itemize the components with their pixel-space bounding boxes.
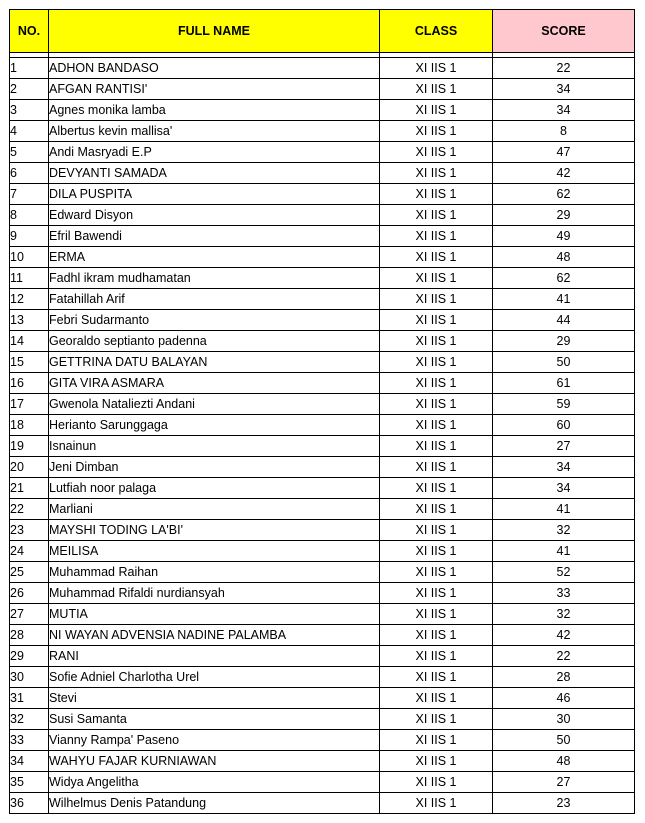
cell-class: XI IIS 1 <box>380 79 493 100</box>
table-row <box>10 142 635 163</box>
cell-full-name: RANI <box>49 646 380 667</box>
cell-class: XI IIS 1 <box>380 709 493 730</box>
cell-full-name: Muhammad Rifaldi nurdiansyah <box>49 583 380 604</box>
cell-class: XI IIS 1 <box>380 247 493 268</box>
cell-score: 48 <box>493 247 635 268</box>
cell-no: 10 <box>10 247 49 268</box>
cell-score: 34 <box>493 478 635 499</box>
cell-score: 27 <box>493 772 635 793</box>
table-row <box>10 163 635 184</box>
cell-no: 28 <box>10 625 49 646</box>
cell-score: 34 <box>493 79 635 100</box>
cell-full-name: Herianto Sarunggaga <box>49 415 380 436</box>
cell-no: 29 <box>10 646 49 667</box>
header-class: CLASS <box>380 10 493 53</box>
table-row <box>10 100 635 121</box>
cell-class: XI IIS 1 <box>380 520 493 541</box>
cell-class: XI IIS 1 <box>380 226 493 247</box>
cell-class: XI IIS 1 <box>380 625 493 646</box>
cell-full-name: GETTRINA DATU BALAYAN <box>49 352 380 373</box>
cell-no: 31 <box>10 688 49 709</box>
cell-no: 3 <box>10 100 49 121</box>
cell-class: XI IIS 1 <box>380 478 493 499</box>
table-row <box>10 268 635 289</box>
header-score: SCORE <box>493 10 635 53</box>
table-row <box>10 184 635 205</box>
cell-no: 24 <box>10 541 49 562</box>
cell-class: XI IIS 1 <box>380 289 493 310</box>
cell-no: 11 <box>10 268 49 289</box>
cell-full-name: ADHON BANDASO <box>49 58 380 79</box>
cell-score: 59 <box>493 394 635 415</box>
cell-full-name: Marliani <box>49 499 380 520</box>
cell-full-name: ERMA <box>49 247 380 268</box>
table-row <box>10 499 635 520</box>
cell-score: 42 <box>493 163 635 184</box>
table-row <box>10 310 635 331</box>
cell-score: 29 <box>493 205 635 226</box>
cell-no: 7 <box>10 184 49 205</box>
cell-no: 20 <box>10 457 49 478</box>
cell-full-name: Isnainun <box>49 436 380 457</box>
cell-score: 61 <box>493 373 635 394</box>
table-row <box>10 478 635 499</box>
cell-class: XI IIS 1 <box>380 394 493 415</box>
table-row <box>10 772 635 793</box>
table-row <box>10 625 635 646</box>
cell-no: 8 <box>10 205 49 226</box>
cell-full-name: DEVYANTI SAMADA <box>49 163 380 184</box>
cell-full-name: WAHYU FAJAR KURNIAWAN <box>49 751 380 772</box>
cell-full-name: Fatahillah Arif <box>49 289 380 310</box>
cell-no: 33 <box>10 730 49 751</box>
table-row <box>10 751 635 772</box>
cell-full-name: Lutfiah noor palaga <box>49 478 380 499</box>
header-row <box>10 10 635 53</box>
cell-full-name: MAYSHI TODING LA'BI' <box>49 520 380 541</box>
cell-no: 32 <box>10 709 49 730</box>
table-row <box>10 58 635 79</box>
cell-no: 9 <box>10 226 49 247</box>
cell-class: XI IIS 1 <box>380 415 493 436</box>
cell-no: 34 <box>10 751 49 772</box>
cell-score: 23 <box>493 793 635 814</box>
cell-score: 46 <box>493 688 635 709</box>
cell-score: 41 <box>493 541 635 562</box>
cell-score: 30 <box>493 709 635 730</box>
cell-no: 14 <box>10 331 49 352</box>
cell-no: 22 <box>10 499 49 520</box>
cell-full-name: Andi Masryadi E.P <box>49 142 380 163</box>
cell-no: 5 <box>10 142 49 163</box>
cell-score: 41 <box>493 289 635 310</box>
cell-no: 18 <box>10 415 49 436</box>
table-row <box>10 247 635 268</box>
header-no: NO. <box>10 10 49 53</box>
cell-class: XI IIS 1 <box>380 268 493 289</box>
table-row <box>10 646 635 667</box>
cell-score: 22 <box>493 646 635 667</box>
table-row <box>10 688 635 709</box>
cell-no: 26 <box>10 583 49 604</box>
table-row <box>10 205 635 226</box>
cell-full-name: Sofie Adniel Charlotha Urel <box>49 667 380 688</box>
cell-full-name: AFGAN RANTISI' <box>49 79 380 100</box>
cell-score: 27 <box>493 436 635 457</box>
cell-no: 30 <box>10 667 49 688</box>
cell-score: 52 <box>493 562 635 583</box>
cell-no: 1 <box>10 58 49 79</box>
cell-score: 34 <box>493 457 635 478</box>
table-body <box>10 53 635 814</box>
cell-class: XI IIS 1 <box>380 457 493 478</box>
cell-no: 17 <box>10 394 49 415</box>
cell-no: 36 <box>10 793 49 814</box>
cell-class: XI IIS 1 <box>380 331 493 352</box>
cell-class: XI IIS 1 <box>380 205 493 226</box>
cell-full-name: Gwenola Nataliezti Andani <box>49 394 380 415</box>
cell-score: 34 <box>493 100 635 121</box>
table-header <box>10 10 635 53</box>
cell-class: XI IIS 1 <box>380 499 493 520</box>
cell-class: XI IIS 1 <box>380 310 493 331</box>
cell-full-name: Widya Angelitha <box>49 772 380 793</box>
cell-full-name: MUTIA <box>49 604 380 625</box>
cell-score: 50 <box>493 730 635 751</box>
table-row <box>10 226 635 247</box>
cell-score: 62 <box>493 268 635 289</box>
cell-score: 50 <box>493 352 635 373</box>
cell-full-name: Agnes monika lamba <box>49 100 380 121</box>
cell-score: 29 <box>493 331 635 352</box>
table-row <box>10 709 635 730</box>
cell-class: XI IIS 1 <box>380 562 493 583</box>
cell-class: XI IIS 1 <box>380 772 493 793</box>
cell-full-name: DILA PUSPITA <box>49 184 380 205</box>
cell-class: XI IIS 1 <box>380 541 493 562</box>
cell-class: XI IIS 1 <box>380 583 493 604</box>
cell-no: 35 <box>10 772 49 793</box>
cell-full-name: Georaldo septianto padenna <box>49 331 380 352</box>
cell-class: XI IIS 1 <box>380 793 493 814</box>
cell-score: 32 <box>493 604 635 625</box>
cell-no: 16 <box>10 373 49 394</box>
cell-full-name: Susi Samanta <box>49 709 380 730</box>
cell-no: 2 <box>10 79 49 100</box>
table-row <box>10 730 635 751</box>
cell-score: 48 <box>493 751 635 772</box>
table-row <box>10 667 635 688</box>
table-row <box>10 373 635 394</box>
table-row <box>10 436 635 457</box>
cell-score: 22 <box>493 58 635 79</box>
table-row <box>10 289 635 310</box>
cell-full-name: Muhammad Raihan <box>49 562 380 583</box>
cell-score: 62 <box>493 184 635 205</box>
cell-class: XI IIS 1 <box>380 667 493 688</box>
cell-class: XI IIS 1 <box>380 688 493 709</box>
table-row <box>10 604 635 625</box>
cell-score: 8 <box>493 121 635 142</box>
table-row <box>10 394 635 415</box>
cell-no: 15 <box>10 352 49 373</box>
cell-no: 27 <box>10 604 49 625</box>
table-row <box>10 457 635 478</box>
cell-full-name: Wilhelmus Denis Patandung <box>49 793 380 814</box>
cell-score: 28 <box>493 667 635 688</box>
cell-no: 25 <box>10 562 49 583</box>
table-row <box>10 520 635 541</box>
cell-class: XI IIS 1 <box>380 184 493 205</box>
cell-full-name: GITA VIRA ASMARA <box>49 373 380 394</box>
cell-full-name: Efril Bawendi <box>49 226 380 247</box>
cell-full-name: NI WAYAN ADVENSIA NADINE PALAMBA <box>49 625 380 646</box>
cell-score: 32 <box>493 520 635 541</box>
cell-no: 19 <box>10 436 49 457</box>
cell-full-name: Stevi <box>49 688 380 709</box>
table-row <box>10 541 635 562</box>
score-table <box>9 9 635 814</box>
cell-class: XI IIS 1 <box>380 121 493 142</box>
cell-class: XI IIS 1 <box>380 58 493 79</box>
cell-class: XI IIS 1 <box>380 730 493 751</box>
cell-class: XI IIS 1 <box>380 436 493 457</box>
cell-class: XI IIS 1 <box>380 100 493 121</box>
cell-full-name: Vianny Rampa' Paseno <box>49 730 380 751</box>
cell-class: XI IIS 1 <box>380 646 493 667</box>
cell-full-name: Edward Disyon <box>49 205 380 226</box>
cell-full-name: Albertus kevin mallisa' <box>49 121 380 142</box>
cell-class: XI IIS 1 <box>380 142 493 163</box>
cell-class: XI IIS 1 <box>380 373 493 394</box>
cell-full-name: Jeni Dimban <box>49 457 380 478</box>
cell-no: 12 <box>10 289 49 310</box>
cell-score: 47 <box>493 142 635 163</box>
cell-no: 23 <box>10 520 49 541</box>
cell-full-name: MEILISA <box>49 541 380 562</box>
cell-score: 42 <box>493 625 635 646</box>
cell-no: 6 <box>10 163 49 184</box>
table-row <box>10 331 635 352</box>
cell-full-name: Febri Sudarmanto <box>49 310 380 331</box>
cell-no: 21 <box>10 478 49 499</box>
cell-class: XI IIS 1 <box>380 352 493 373</box>
table-row <box>10 352 635 373</box>
table-row <box>10 562 635 583</box>
cell-score: 41 <box>493 499 635 520</box>
cell-no: 13 <box>10 310 49 331</box>
cell-score: 33 <box>493 583 635 604</box>
cell-full-name: Fadhl ikram mudhamatan <box>49 268 380 289</box>
cell-score: 60 <box>493 415 635 436</box>
cell-score: 44 <box>493 310 635 331</box>
header-full-name: FULL NAME <box>49 10 380 53</box>
cell-class: XI IIS 1 <box>380 604 493 625</box>
table-row <box>10 121 635 142</box>
cell-no: 4 <box>10 121 49 142</box>
table-row <box>10 583 635 604</box>
cell-score: 49 <box>493 226 635 247</box>
table-row <box>10 793 635 814</box>
cell-class: XI IIS 1 <box>380 751 493 772</box>
cell-class: XI IIS 1 <box>380 163 493 184</box>
table-row <box>10 415 635 436</box>
table-row <box>10 79 635 100</box>
